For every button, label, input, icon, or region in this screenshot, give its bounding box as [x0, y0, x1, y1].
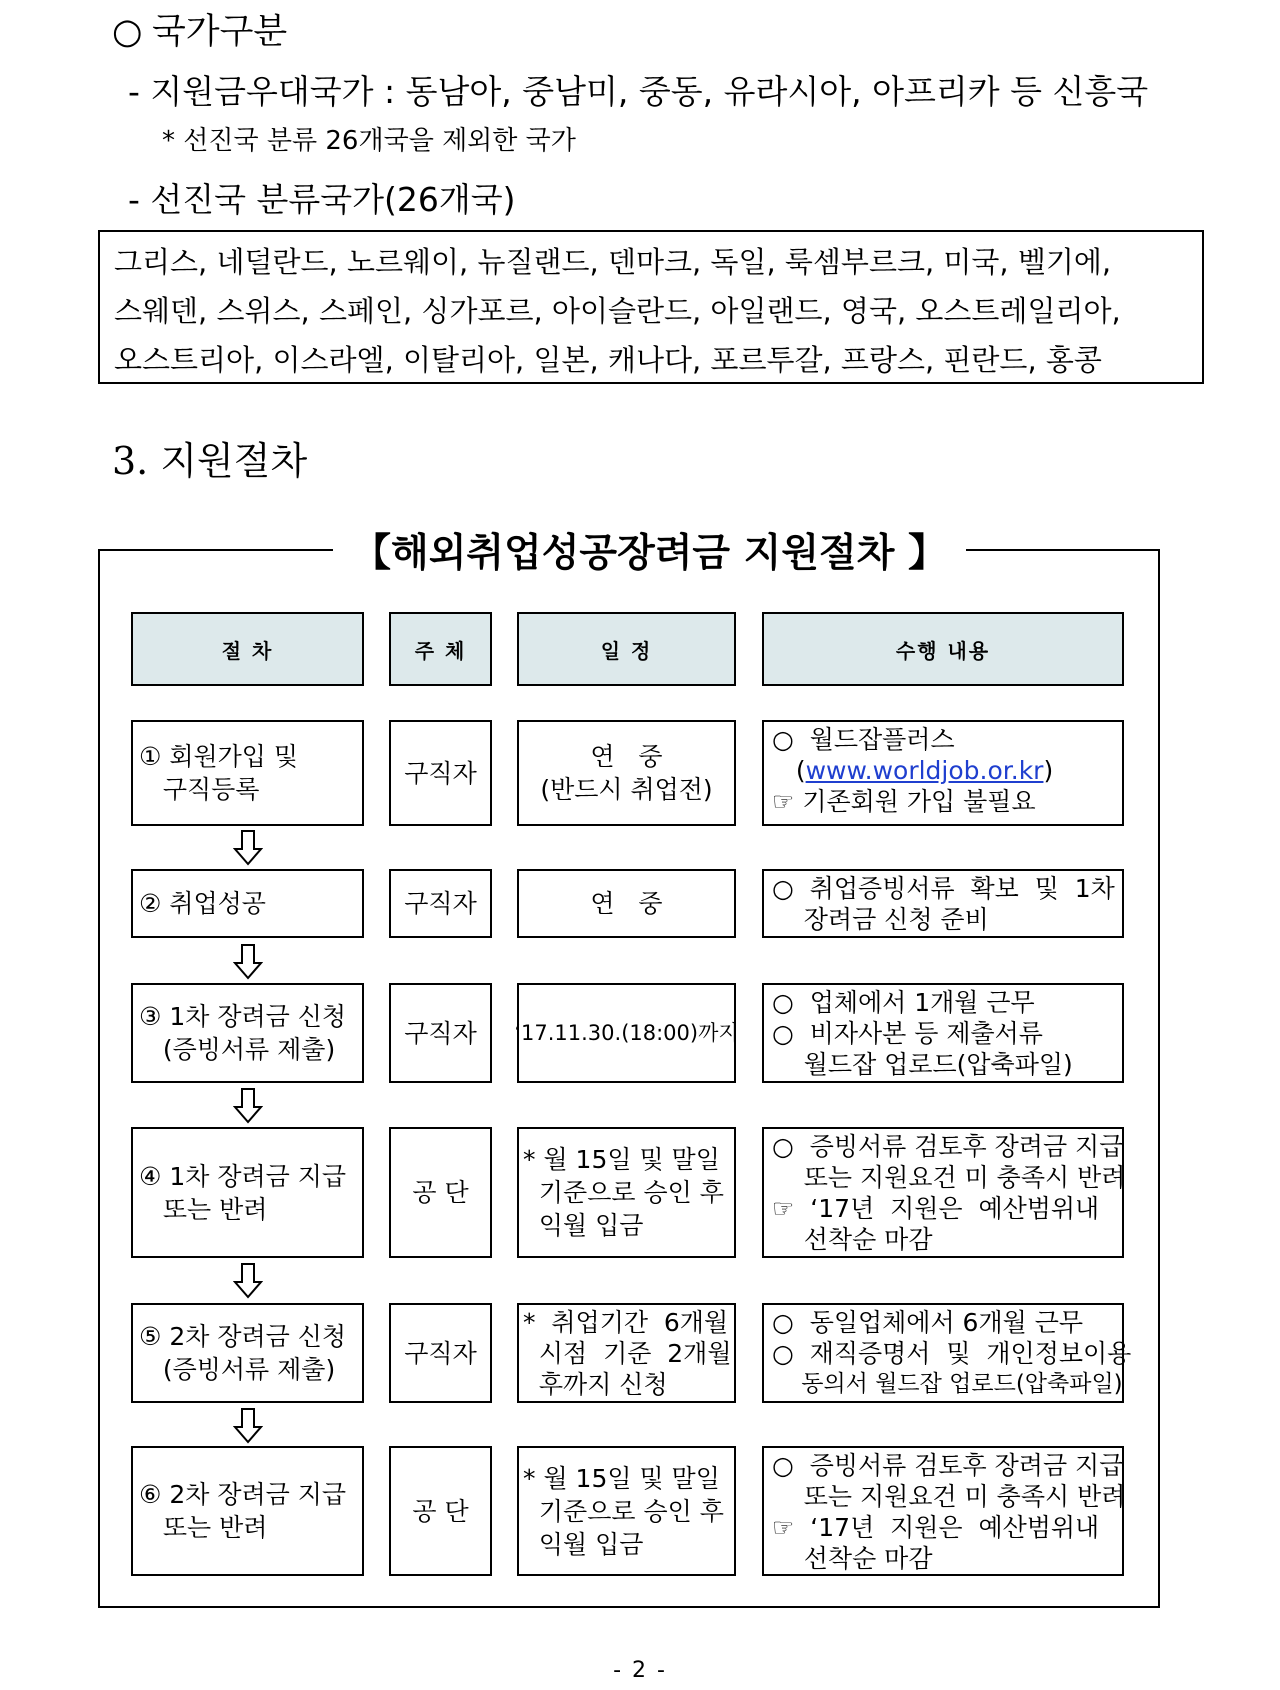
down-arrow-icon — [233, 944, 263, 980]
section-title: 3. 지원절차 — [112, 439, 308, 483]
actor-cell-4: 공 단 — [389, 1127, 492, 1258]
actor-cell-3: 구직자 — [389, 983, 492, 1083]
description-cell-1 — [762, 720, 1124, 826]
description-line: ○ 재직증명서 및 개인정보이용 — [772, 1339, 1132, 1368]
description-line: 월드잡 업로드(압축파일) — [772, 1050, 1073, 1079]
description-line: 선착순 마감 — [772, 1544, 933, 1573]
country-list-row: 스웨덴, 스위스, 스페인, 싱가포르, 아이슬란드, 아일랜드, 영국, 오스트레일리아, — [114, 294, 1121, 328]
description-line: ○ 업체에서 1개월 근무 — [772, 988, 1035, 1017]
down-arrow-icon — [233, 830, 263, 866]
description-cell-5 — [762, 1303, 1132, 1403]
description-line: ○ 월드잡플러스 — [772, 725, 955, 754]
circle-bullet-icon: ○ — [112, 12, 143, 52]
description-line: ☞ ‘17년 지원은 예산범위내 — [772, 1513, 1100, 1542]
step-cell-5: ⑤ 2차 장려금 신청 (증빙서류 제출) — [131, 1303, 364, 1403]
step-cell-2: ② 취업성공 — [131, 869, 364, 938]
description-cell-3 — [762, 983, 1124, 1083]
down-arrow-icon — [233, 1408, 263, 1444]
schedule-cell-4: * 월 15일 및 말일 기준으로 승인 후 익월 입금 — [517, 1127, 736, 1258]
header-description: 수행 내용 — [762, 612, 1124, 686]
frame-top-line-left — [98, 549, 333, 551]
description-line: 장려금 신청 준비 — [772, 905, 989, 934]
frame-top-line-right — [966, 549, 1160, 551]
description-cell-2 — [762, 869, 1124, 938]
description-line: ○ 증빙서류 검토후 장려금 지급 — [772, 1451, 1124, 1480]
header-step: 절 차 — [131, 612, 364, 686]
country-list-row: 오스트리아, 이스라엘, 이탈리아, 일본, 캐나다, 포르투갈, 프랑스, 핀란드, 홍콩 — [114, 343, 1102, 377]
description-line: ☞ 기존회원 가입 불필요 — [772, 787, 1036, 816]
description-line: 동의서 월드잡 업로드(압축파일) — [772, 1371, 1123, 1397]
description-line: (www.worldjob.or.kr) — [772, 756, 1054, 785]
description-line: 선착순 마감 — [772, 1225, 933, 1254]
actor-cell-1: 구직자 — [389, 720, 492, 826]
schedule-cell-2: 연 중 — [517, 869, 736, 938]
country-heading-text: 국가구분 — [152, 12, 288, 52]
schedule-cell-3: ‘17.11.30.(18:00)까지 — [517, 983, 736, 1083]
description-line: ○ 취업증빙서류 확보 및 1차 — [772, 874, 1115, 903]
procedure-title: 【해외취업성공장려금 지원절차 】 — [352, 531, 947, 576]
description-line: ☞ ‘17년 지원은 예산범위내 — [772, 1194, 1100, 1223]
actor-cell-5: 구직자 — [389, 1303, 492, 1403]
step-cell-4: ④ 1차 장려금 지급 또는 반려 — [131, 1127, 364, 1258]
down-arrow-icon — [233, 1088, 263, 1124]
header-schedule: 일 정 — [517, 612, 736, 686]
schedule-cell-6: * 월 15일 및 말일 기준으로 승인 후 익월 입금 — [517, 1446, 736, 1576]
description-line: 또는 지원요건 미 충족시 반려 — [772, 1482, 1126, 1511]
description-line: ○ 동일업체에서 6개월 근무 — [772, 1308, 1084, 1337]
step-cell-3: ③ 1차 장려금 신청 (증빙서류 제출) — [131, 983, 364, 1083]
step-cell-1: ① 회원가입 및 구직등록 — [131, 720, 364, 826]
actor-cell-2: 구직자 — [389, 869, 492, 938]
advanced-countries-box — [98, 230, 1204, 384]
down-arrow-icon — [233, 1263, 263, 1299]
description-line: 또는 지원요건 미 충족시 반려 — [772, 1163, 1126, 1192]
description-cell-6 — [762, 1446, 1124, 1576]
actor-cell-6: 공 단 — [389, 1446, 492, 1576]
preferred-countries-note: * 선진국 분류 26개국을 제외한 국가 — [162, 126, 576, 156]
advanced-countries-line: - 선진국 분류국가(26개국) — [128, 180, 516, 219]
description-line: ○ 비자사본 등 제출서류 — [772, 1019, 1043, 1048]
description-cell-4 — [762, 1127, 1124, 1258]
page-number: - 2 - — [613, 1658, 667, 1683]
header-actor: 주 체 — [389, 612, 492, 686]
schedule-cell-1: 연 중 (반드시 취업전) — [517, 720, 736, 826]
description-line: ○ 증빙서류 검토후 장려금 지급 — [772, 1132, 1124, 1161]
country-list-row: 그리스, 네덜란드, 노르웨이, 뉴질랜드, 덴마크, 독일, 룩셈부르크, 미국, 벨기에, — [114, 245, 1112, 279]
worldjob-link[interactable]: www.worldjob.or.kr — [805, 756, 1044, 785]
country-heading — [112, 4, 287, 54]
preferred-countries-line: - 지원금우대국가 : 동남아, 중남미, 중동, 유라시아, 아프리카 등 신흥국 — [128, 72, 1149, 111]
step-cell-6: ⑥ 2차 장려금 지급 또는 반려 — [131, 1446, 364, 1576]
schedule-cell-5: * 취업기간 6개월 시점 기준 2개월 후까지 신청 — [517, 1303, 736, 1403]
